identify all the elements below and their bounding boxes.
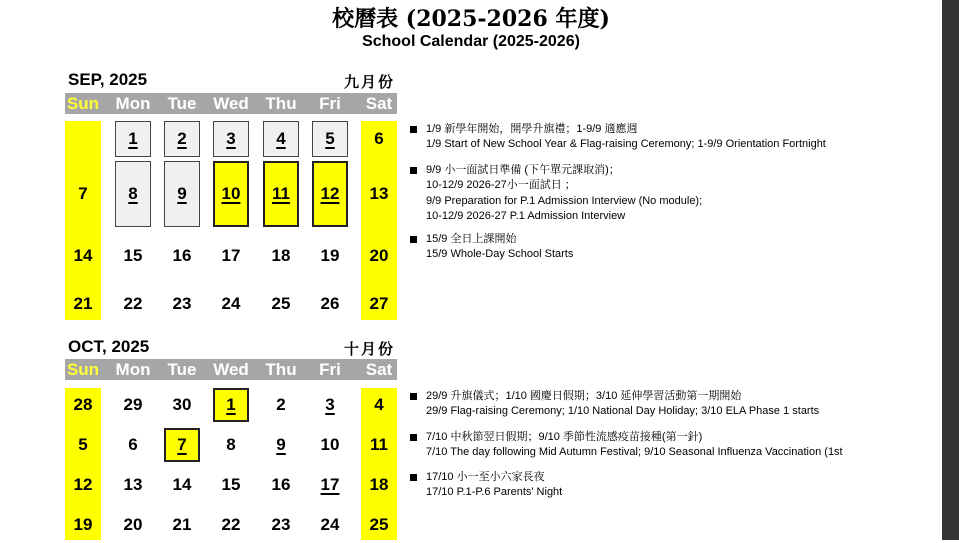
day-number: 5 <box>325 129 335 148</box>
day-number: 24 <box>221 294 241 313</box>
day-number: 2 <box>177 129 187 148</box>
day-number: 25 <box>369 515 389 534</box>
scrollbar[interactable] <box>942 0 959 540</box>
day-number: 10 <box>320 435 340 454</box>
event-note <box>410 430 843 461</box>
day-cell[interactable] <box>312 238 348 274</box>
day-cell[interactable] <box>263 161 299 227</box>
day-number: 23 <box>271 515 291 534</box>
day-number: 26 <box>320 294 340 313</box>
day-cell[interactable] <box>115 507 151 543</box>
note-line: 1/9 Start of New School Year & Flag-raising Ceremony; 1-9/9 Orientation Fortnight <box>426 138 826 151</box>
day-cell[interactable] <box>213 427 249 463</box>
day-number: 8 <box>128 184 138 203</box>
day-cell[interactable] <box>263 507 299 543</box>
day-cell[interactable] <box>361 467 397 503</box>
day-number: 18 <box>271 246 291 265</box>
day-cell[interactable] <box>115 387 151 423</box>
day-number: 20 <box>123 515 143 534</box>
day-cell[interactable] <box>263 427 299 463</box>
day-cell[interactable] <box>312 286 348 322</box>
note-line: 17/10 P.1-P.6 Parents' Night <box>426 486 563 499</box>
day-cell[interactable] <box>361 387 397 423</box>
day-number: 8 <box>226 435 236 454</box>
weekday-wed: Wed <box>213 94 249 113</box>
day-number: 16 <box>172 246 192 265</box>
day-number: 13 <box>369 184 389 203</box>
note-line: 29/9 Flag-raising Ceremony; 1/10 National Day Holiday; 3/10 ELA Phase 1 starts <box>426 405 820 418</box>
day-cell[interactable] <box>65 467 101 503</box>
day-cell[interactable] <box>65 507 101 543</box>
day-cell[interactable] <box>65 427 101 463</box>
day-cell[interactable] <box>263 387 299 423</box>
note-line: 15/9 全日上課開始 <box>426 233 517 245</box>
day-cell[interactable] <box>263 467 299 503</box>
bullet-icon <box>410 236 417 243</box>
bullet-icon <box>410 126 417 133</box>
day-number: 27 <box>369 294 389 313</box>
day-number: 7 <box>78 184 88 203</box>
day-number: 14 <box>73 246 93 265</box>
day-number: 10 <box>221 184 241 203</box>
note-line: 9/9 小一面試日準備 (下午單元課取消)； <box>426 164 620 176</box>
day-cell[interactable] <box>213 238 249 274</box>
weekday-header <box>65 93 397 114</box>
day-cell[interactable] <box>312 161 348 227</box>
bullet-icon <box>410 393 417 400</box>
day-number: 11 <box>370 435 388 454</box>
day-cell[interactable] <box>213 121 249 157</box>
day-cell[interactable] <box>213 286 249 322</box>
month-name-cn: 十月份 <box>343 340 395 358</box>
day-cell[interactable] <box>164 428 200 462</box>
day-number: 2 <box>276 395 286 414</box>
day-cell[interactable] <box>115 286 151 322</box>
event-note <box>410 163 702 224</box>
day-number: 29 <box>123 395 143 414</box>
day-cell[interactable] <box>164 238 200 274</box>
day-cell[interactable] <box>213 467 249 503</box>
day-cell[interactable] <box>312 507 348 543</box>
day-cell[interactable] <box>65 286 101 322</box>
weekday-mon: Mon <box>115 360 151 379</box>
day-number: 15 <box>123 246 143 265</box>
weekday-thu: Thu <box>265 360 297 379</box>
day-number: 4 <box>276 129 286 148</box>
day-number: 21 <box>172 515 192 534</box>
day-cell[interactable] <box>164 161 200 227</box>
day-cell[interactable] <box>361 238 397 274</box>
weekday-wed: Wed <box>213 360 249 379</box>
page-title: 校曆表 (2025-2026 年度) <box>332 6 610 32</box>
weekday-fri: Fri <box>319 94 341 113</box>
day-number: 16 <box>271 475 291 494</box>
day-number: 6 <box>128 435 138 454</box>
day-cell[interactable] <box>312 467 348 503</box>
day-cell[interactable] <box>213 507 249 543</box>
day-cell[interactable] <box>115 427 151 463</box>
day-number: 12 <box>73 475 93 494</box>
note-line: 9/9 Preparation for P.1 Admission Interview (No module); <box>426 194 703 207</box>
day-cell[interactable] <box>361 286 397 322</box>
day-cell[interactable] <box>361 507 397 543</box>
day-cell[interactable] <box>263 121 299 157</box>
day-number: 18 <box>369 475 389 494</box>
day-number: 12 <box>320 184 340 203</box>
note-line: 17/10 小一至小六家長夜 <box>426 471 545 483</box>
day-number: 17 <box>221 246 241 265</box>
day-number: 25 <box>271 294 291 313</box>
weekday-sun: Sun <box>66 360 100 379</box>
event-note <box>410 470 562 501</box>
day-cell[interactable] <box>164 507 200 543</box>
weekday-tue: Tue <box>167 360 197 379</box>
bullet-icon <box>410 434 417 441</box>
day-cell[interactable] <box>115 121 151 157</box>
event-note <box>410 389 819 420</box>
day-cell[interactable] <box>263 238 299 274</box>
note-line: 1/9 新學年開始，開學升旗禮；1-9/9 適應週 <box>426 123 638 135</box>
weekday-tue: Tue <box>167 94 197 113</box>
day-number: 15 <box>221 475 241 494</box>
day-cell[interactable] <box>115 467 151 503</box>
day-cell[interactable] <box>213 388 249 422</box>
day-cell[interactable] <box>263 286 299 322</box>
day-cell[interactable] <box>312 427 348 463</box>
page-subtitle: School Calendar (2025-2026) <box>362 33 580 50</box>
day-number: 4 <box>374 395 384 414</box>
day-number: 19 <box>73 515 93 534</box>
day-cell[interactable] <box>213 161 249 227</box>
day-number: 9 <box>276 435 286 454</box>
day-number: 6 <box>374 129 384 148</box>
day-number: 20 <box>369 246 389 265</box>
day-number: 5 <box>78 435 88 454</box>
day-number: 3 <box>325 395 335 414</box>
day-cell[interactable] <box>164 286 200 322</box>
event-note <box>410 232 573 263</box>
bullet-icon <box>410 474 417 481</box>
day-cell[interactable] <box>164 121 200 157</box>
weekday-header <box>65 359 397 380</box>
day-cell[interactable] <box>164 387 200 423</box>
day-number: 21 <box>73 294 93 313</box>
day-cell[interactable] <box>115 161 151 227</box>
note-line: 15/9 Whole-Day School Starts <box>426 248 574 261</box>
day-cell[interactable] <box>65 176 101 212</box>
day-number: 17 <box>320 475 340 494</box>
note-line: 10-12/9 2026-27 P.1 Admission Interview <box>426 209 626 222</box>
month-name: OCT, 2025 <box>68 337 150 356</box>
weekday-fri: Fri <box>319 360 341 379</box>
day-cell[interactable] <box>115 238 151 274</box>
day-number: 24 <box>320 515 340 534</box>
day-number: 1 <box>128 129 138 148</box>
day-number: 22 <box>123 294 143 313</box>
bullet-icon <box>410 167 417 174</box>
day-number: 9 <box>177 184 187 203</box>
day-number: 13 <box>123 475 143 494</box>
day-number: 23 <box>172 294 192 313</box>
weekday-thu: Thu <box>265 94 297 113</box>
day-cell[interactable] <box>65 238 101 274</box>
day-number: 22 <box>221 515 241 534</box>
day-cell[interactable] <box>164 467 200 503</box>
day-number: 11 <box>272 184 290 203</box>
day-number: 3 <box>226 129 236 148</box>
month-name-cn: 九月份 <box>343 73 395 91</box>
day-cell[interactable] <box>361 176 397 212</box>
day-number: 1 <box>226 395 236 414</box>
weekday-sun: Sun <box>66 94 100 113</box>
day-cell[interactable] <box>312 387 348 423</box>
note-line: 29/9 升旗儀式；1/10 國慶日假期；3/10 延伸學習活動第一期開始 <box>426 390 742 402</box>
note-line: 10-12/9 2026-27小一面試日 ； <box>426 179 576 192</box>
day-number: 14 <box>172 475 192 494</box>
day-number: 28 <box>73 395 93 414</box>
note-line: 7/10 The day following Mid Autumn Festival; 9/10 Seasonal Influenza Vaccination (1st <box>426 446 843 459</box>
month-name: SEP, 2025 <box>68 70 148 89</box>
weekday-mon: Mon <box>115 94 151 113</box>
day-number: 7 <box>177 435 187 454</box>
day-cell[interactable] <box>361 427 397 463</box>
day-cell[interactable] <box>65 387 101 423</box>
day-cell[interactable] <box>312 121 348 157</box>
weekday-sat: Sat <box>365 94 393 113</box>
day-cell[interactable] <box>361 121 397 157</box>
event-note <box>410 122 826 153</box>
day-number: 30 <box>172 395 192 414</box>
day-number: 19 <box>320 246 340 265</box>
note-line: 7/10 中秋節翌日假期；9/10 季節性流感疫苗接種(第一針) <box>426 431 703 443</box>
weekday-sat: Sat <box>365 360 393 379</box>
